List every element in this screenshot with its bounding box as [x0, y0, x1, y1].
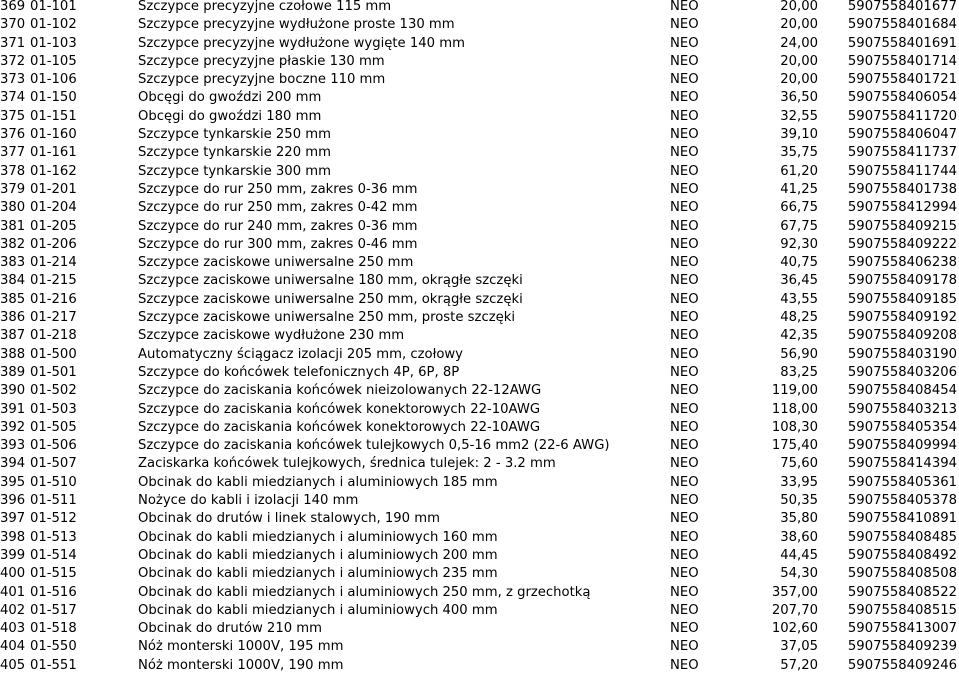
product-description: Szczypce tynkarskie 300 mm — [138, 163, 331, 179]
ean-barcode: 5907558411744 — [847, 163, 957, 179]
brand: NEO — [670, 566, 699, 582]
row-number: 384 — [0, 273, 26, 289]
product-description: Szczypce zaciskowe uniwersalne 250 mm, okrągłe szczęki — [138, 291, 523, 307]
table-row — [0, 35, 959, 53]
product-description: Szczypce do rur 240 mm, zakres 0-36 mm — [138, 218, 418, 234]
table-row — [0, 272, 959, 290]
brand: NEO — [670, 218, 699, 234]
product-code: 01-517 — [30, 602, 77, 618]
ean-barcode: 5907558406047 — [847, 127, 957, 143]
product-description: Automatyczny ściągacz izolacji 205 mm, czołowy — [138, 346, 463, 362]
product-code: 01-500 — [30, 346, 77, 362]
brand: NEO — [670, 273, 699, 289]
ean-barcode: 5907558409208 — [847, 328, 957, 344]
table-row — [0, 492, 959, 510]
row-number: 371 — [0, 35, 26, 51]
price: 39,10 — [780, 127, 818, 143]
table-row — [0, 547, 959, 565]
ean-barcode: 5907558409222 — [847, 236, 957, 252]
product-description: Obcinak do kabli miedzianych i aluminiowych 235 mm — [138, 566, 498, 582]
ean-barcode: 5907558403190 — [847, 346, 957, 362]
price: 357,00 — [771, 584, 818, 600]
table-row — [0, 236, 959, 254]
row-number: 395 — [0, 474, 26, 490]
brand: NEO — [670, 53, 699, 69]
product-description: Obcinak do kabli miedzianych i aluminiowych 250 mm, z grzechotką — [138, 584, 591, 600]
price: 67,75 — [780, 218, 818, 234]
ean-barcode: 5907558408485 — [847, 529, 957, 545]
row-number: 396 — [0, 493, 26, 509]
row-number: 391 — [0, 401, 26, 417]
brand: NEO — [670, 200, 699, 216]
price: 33,95 — [780, 474, 818, 490]
product-code: 01-506 — [30, 438, 77, 454]
table-row — [0, 254, 959, 272]
product-description: Szczypce tynkarskie 250 mm — [138, 127, 331, 143]
ean-barcode: 5907558413007 — [847, 621, 957, 637]
price: 41,25 — [780, 181, 818, 197]
ean-barcode: 5907558409215 — [847, 218, 957, 234]
row-number: 373 — [0, 72, 26, 88]
price: 32,55 — [780, 108, 818, 124]
product-description: Obcęgi do gwoździ 180 mm — [138, 108, 322, 124]
table-row — [0, 602, 959, 620]
brand: NEO — [670, 145, 699, 161]
product-description: Szczypce precyzyjne wydłużone proste 130 mm — [138, 17, 455, 33]
product-code: 01-510 — [30, 474, 77, 490]
brand: NEO — [670, 438, 699, 454]
row-number: 405 — [0, 657, 26, 673]
row-number: 404 — [0, 639, 26, 655]
row-number: 377 — [0, 145, 26, 161]
brand: NEO — [670, 493, 699, 509]
price: 66,75 — [780, 200, 818, 216]
product-code: 01-515 — [30, 566, 77, 582]
brand: NEO — [670, 127, 699, 143]
table-row — [0, 89, 959, 107]
price: 48,25 — [780, 310, 818, 326]
price: 38,60 — [780, 529, 818, 545]
table-row — [0, 16, 959, 34]
brand: NEO — [670, 364, 699, 380]
price: 83,25 — [780, 364, 818, 380]
row-number: 376 — [0, 127, 26, 143]
brand: NEO — [670, 310, 699, 326]
row-number: 402 — [0, 602, 26, 618]
table-row — [0, 144, 959, 162]
table-row — [0, 657, 959, 675]
row-number: 381 — [0, 218, 26, 234]
product-description: Zaciskarka końcówek tulejkowych, średnica tulejek: 2 - 3.2 mm — [138, 456, 556, 472]
price: 57,20 — [780, 657, 818, 673]
ean-barcode: 5907558409239 — [847, 639, 957, 655]
ean-barcode: 5907558408492 — [847, 547, 957, 563]
brand: NEO — [670, 108, 699, 124]
row-number: 400 — [0, 566, 26, 582]
row-number: 388 — [0, 346, 26, 362]
row-number: 383 — [0, 255, 26, 271]
product-description: Szczypce zaciskowe uniwersalne 180 mm, okrągłe szczęki — [138, 273, 523, 289]
price: 119,00 — [771, 383, 818, 399]
product-code: 01-101 — [30, 0, 77, 14]
product-code: 01-503 — [30, 401, 77, 417]
product-description: Szczypce do zaciskania końcówek konektorowych 22-10AWG — [138, 401, 541, 417]
product-code: 01-507 — [30, 456, 77, 472]
product-code: 01-218 — [30, 328, 77, 344]
product-code: 01-502 — [30, 383, 77, 399]
brand: NEO — [670, 456, 699, 472]
product-description: Szczypce zaciskowe wydłużone 230 mm — [138, 328, 405, 344]
product-code: 01-106 — [30, 72, 77, 88]
brand: NEO — [670, 181, 699, 197]
product-code: 01-550 — [30, 639, 77, 655]
product-code: 01-214 — [30, 255, 77, 271]
product-description: Szczypce tynkarskie 220 mm — [138, 145, 331, 161]
table-row — [0, 71, 959, 89]
row-number: 386 — [0, 310, 26, 326]
row-number: 372 — [0, 53, 26, 69]
row-number: 397 — [0, 511, 26, 527]
product-description: Obcinak do kabli miedzianych i aluminiowych 200 mm — [138, 547, 498, 563]
brand: NEO — [670, 602, 699, 618]
product-code: 01-514 — [30, 547, 77, 563]
product-description: Szczypce zaciskowe uniwersalne 250 mm, proste szczęki — [138, 310, 516, 326]
row-number: 369 — [0, 0, 26, 14]
ean-barcode: 5907558405354 — [847, 419, 957, 435]
ean-barcode: 5907558401677 — [847, 0, 957, 14]
brand: NEO — [670, 346, 699, 362]
product-code: 01-204 — [30, 200, 77, 216]
brand: NEO — [670, 163, 699, 179]
price: 44,45 — [780, 547, 818, 563]
ean-barcode: 5907558401721 — [847, 72, 957, 88]
brand: NEO — [670, 236, 699, 252]
table-row — [0, 455, 959, 473]
product-code: 01-215 — [30, 273, 77, 289]
brand: NEO — [670, 17, 699, 33]
product-code: 01-505 — [30, 419, 77, 435]
price: 61,20 — [780, 163, 818, 179]
row-number: 403 — [0, 621, 26, 637]
price: 20,00 — [780, 0, 818, 14]
ean-barcode: 5907558403206 — [847, 364, 957, 380]
ean-barcode: 5907558408515 — [847, 602, 957, 618]
row-number: 392 — [0, 419, 26, 435]
price: 20,00 — [780, 72, 818, 88]
product-code: 01-216 — [30, 291, 77, 307]
product-description: Szczypce do rur 300 mm, zakres 0-46 mm — [138, 236, 418, 252]
table-row — [0, 199, 959, 217]
ean-barcode: 5907558401691 — [847, 35, 957, 51]
row-number: 399 — [0, 547, 26, 563]
ean-barcode: 5907558411720 — [847, 108, 957, 124]
row-number: 390 — [0, 383, 26, 399]
row-number: 379 — [0, 181, 26, 197]
price: 35,80 — [780, 511, 818, 527]
product-code: 01-160 — [30, 127, 77, 143]
brand: NEO — [670, 529, 699, 545]
row-number: 382 — [0, 236, 26, 252]
price: 92,30 — [780, 236, 818, 252]
brand: NEO — [670, 255, 699, 271]
table-row — [0, 620, 959, 638]
price: 36,45 — [780, 273, 818, 289]
price: 20,00 — [780, 53, 818, 69]
brand: NEO — [670, 328, 699, 344]
product-description: Szczypce do zaciskania końcówek konektorowych 22-10AWG — [138, 419, 541, 435]
table-row — [0, 584, 959, 602]
product-code: 01-513 — [30, 529, 77, 545]
ean-barcode: 5907558409192 — [847, 310, 957, 326]
ean-barcode: 5907558410891 — [847, 511, 957, 527]
product-code: 01-518 — [30, 621, 77, 637]
row-number: 398 — [0, 529, 26, 545]
product-code: 01-151 — [30, 108, 77, 124]
brand: NEO — [670, 291, 699, 307]
product-code: 01-105 — [30, 53, 77, 69]
brand: NEO — [670, 35, 699, 51]
price: 75,60 — [780, 456, 818, 472]
product-description: Nóż monterski 1000V, 190 mm — [138, 657, 344, 673]
table-row — [0, 309, 959, 327]
product-description: Obcęgi do gwoździ 200 mm — [138, 90, 322, 106]
price: 102,60 — [771, 621, 818, 637]
product-description: Nożyce do kabli i izolacji 140 mm — [138, 493, 359, 509]
table-row — [0, 218, 959, 236]
product-description: Szczypce precyzyjne wydłużone wygięte 140 mm — [138, 35, 465, 51]
ean-barcode: 5907558401684 — [847, 17, 957, 33]
table-row — [0, 364, 959, 382]
ean-barcode: 5907558409178 — [847, 273, 957, 289]
table-row — [0, 163, 959, 181]
price: 20,00 — [780, 17, 818, 33]
row-number: 401 — [0, 584, 26, 600]
price: 50,35 — [780, 493, 818, 509]
table-row — [0, 0, 959, 16]
brand: NEO — [670, 0, 699, 14]
ean-barcode: 5907558403213 — [847, 401, 957, 417]
ean-barcode: 5907558408508 — [847, 566, 957, 582]
product-description: Szczypce do końcówek telefonicznych 4P, 6P, 8P — [138, 364, 460, 380]
product-code: 01-150 — [30, 90, 77, 106]
price: 56,90 — [780, 346, 818, 362]
table-row — [0, 382, 959, 400]
table-row — [0, 529, 959, 547]
table-row — [0, 565, 959, 583]
product-description: Obcinak do kabli miedzianych i aluminiowych 400 mm — [138, 602, 498, 618]
product-description: Szczypce do zaciskania końcówek tulejkowych 0,5-16 mm2 (22-6 AWG) — [138, 438, 610, 454]
ean-barcode: 5907558401714 — [847, 53, 957, 69]
brand: NEO — [670, 474, 699, 490]
product-code: 01-501 — [30, 364, 77, 380]
ean-barcode: 5907558412994 — [847, 200, 957, 216]
product-code: 01-551 — [30, 657, 77, 673]
row-number: 393 — [0, 438, 26, 454]
row-number: 385 — [0, 291, 26, 307]
row-number: 370 — [0, 17, 26, 33]
price: 40,75 — [780, 255, 818, 271]
product-description: Obcinak do kabli miedzianych i aluminiowych 160 mm — [138, 529, 498, 545]
product-code: 01-103 — [30, 35, 77, 51]
product-description: Nóż monterski 1000V, 195 mm — [138, 639, 344, 655]
brand: NEO — [670, 511, 699, 527]
product-code: 01-512 — [30, 511, 77, 527]
brand: NEO — [670, 584, 699, 600]
table-row — [0, 437, 959, 455]
brand: NEO — [670, 621, 699, 637]
product-description: Szczypce do zaciskania końcówek nieizolowanych 22-12AWG — [138, 383, 542, 399]
price: 43,55 — [780, 291, 818, 307]
ean-barcode: 5907558401738 — [847, 181, 957, 197]
product-description: Szczypce precyzyjne czołowe 115 mm — [138, 0, 392, 14]
ean-barcode: 5907558414394 — [847, 456, 957, 472]
price: 207,70 — [771, 602, 818, 618]
product-code: 01-162 — [30, 163, 77, 179]
ean-barcode: 5907558405361 — [847, 474, 957, 490]
price: 42,35 — [780, 328, 818, 344]
price: 118,00 — [771, 401, 818, 417]
price: 35,75 — [780, 145, 818, 161]
table-row — [0, 474, 959, 492]
price: 36,50 — [780, 90, 818, 106]
brand: NEO — [670, 419, 699, 435]
ean-barcode: 5907558408454 — [847, 383, 957, 399]
ean-barcode: 5907558409994 — [847, 438, 957, 454]
ean-barcode: 5907558411737 — [847, 145, 957, 161]
row-number: 394 — [0, 456, 26, 472]
product-description: Obcinak do drutów 210 mm — [138, 621, 322, 637]
brand: NEO — [670, 547, 699, 563]
table-row — [0, 638, 959, 656]
ean-barcode: 5907558408522 — [847, 584, 957, 600]
table-row — [0, 419, 959, 437]
table-row — [0, 53, 959, 71]
ean-barcode: 5907558409246 — [847, 657, 957, 673]
brand: NEO — [670, 639, 699, 655]
price: 108,30 — [771, 419, 818, 435]
brand: NEO — [670, 72, 699, 88]
row-number: 374 — [0, 90, 26, 106]
product-code: 01-161 — [30, 145, 77, 161]
price: 37,05 — [780, 639, 818, 655]
product-code: 01-205 — [30, 218, 77, 234]
table-row — [0, 181, 959, 199]
row-number: 375 — [0, 108, 26, 124]
brand: NEO — [670, 383, 699, 399]
table-row — [0, 327, 959, 345]
product-description: Szczypce precyzyjne boczne 110 mm — [138, 72, 386, 88]
product-code: 01-217 — [30, 310, 77, 326]
table-row — [0, 346, 959, 364]
product-code: 01-206 — [30, 236, 77, 252]
product-code: 01-201 — [30, 181, 77, 197]
row-number: 387 — [0, 328, 26, 344]
price: 54,30 — [780, 566, 818, 582]
table-row — [0, 510, 959, 528]
product-description: Szczypce zaciskowe uniwersalne 250 mm — [138, 255, 414, 271]
row-number: 378 — [0, 163, 26, 179]
price: 175,40 — [771, 438, 818, 454]
table-row — [0, 401, 959, 419]
product-code: 01-102 — [30, 17, 77, 33]
table-row — [0, 108, 959, 126]
table-row — [0, 126, 959, 144]
product-description: Obcinak do kabli miedzianych i aluminiowych 185 mm — [138, 474, 498, 490]
brand: NEO — [670, 657, 699, 673]
product-code: 01-516 — [30, 584, 77, 600]
brand: NEO — [670, 90, 699, 106]
product-description: Szczypce do rur 250 mm, zakres 0-42 mm — [138, 200, 418, 216]
product-description: Szczypce do rur 250 mm, zakres 0-36 mm — [138, 181, 418, 197]
row-number: 389 — [0, 364, 26, 380]
product-description: Obcinak do drutów i linek stalowych, 190 mm — [138, 511, 440, 527]
brand: NEO — [670, 401, 699, 417]
ean-barcode: 5907558406238 — [847, 255, 957, 271]
row-number: 380 — [0, 200, 26, 216]
table-row — [0, 291, 959, 309]
price: 24,00 — [780, 35, 818, 51]
ean-barcode: 5907558405378 — [847, 493, 957, 509]
product-code: 01-511 — [30, 493, 77, 509]
product-description: Szczypce precyzyjne płaskie 130 mm — [138, 53, 385, 69]
ean-barcode: 5907558406054 — [847, 90, 957, 106]
ean-barcode: 5907558409185 — [847, 291, 957, 307]
